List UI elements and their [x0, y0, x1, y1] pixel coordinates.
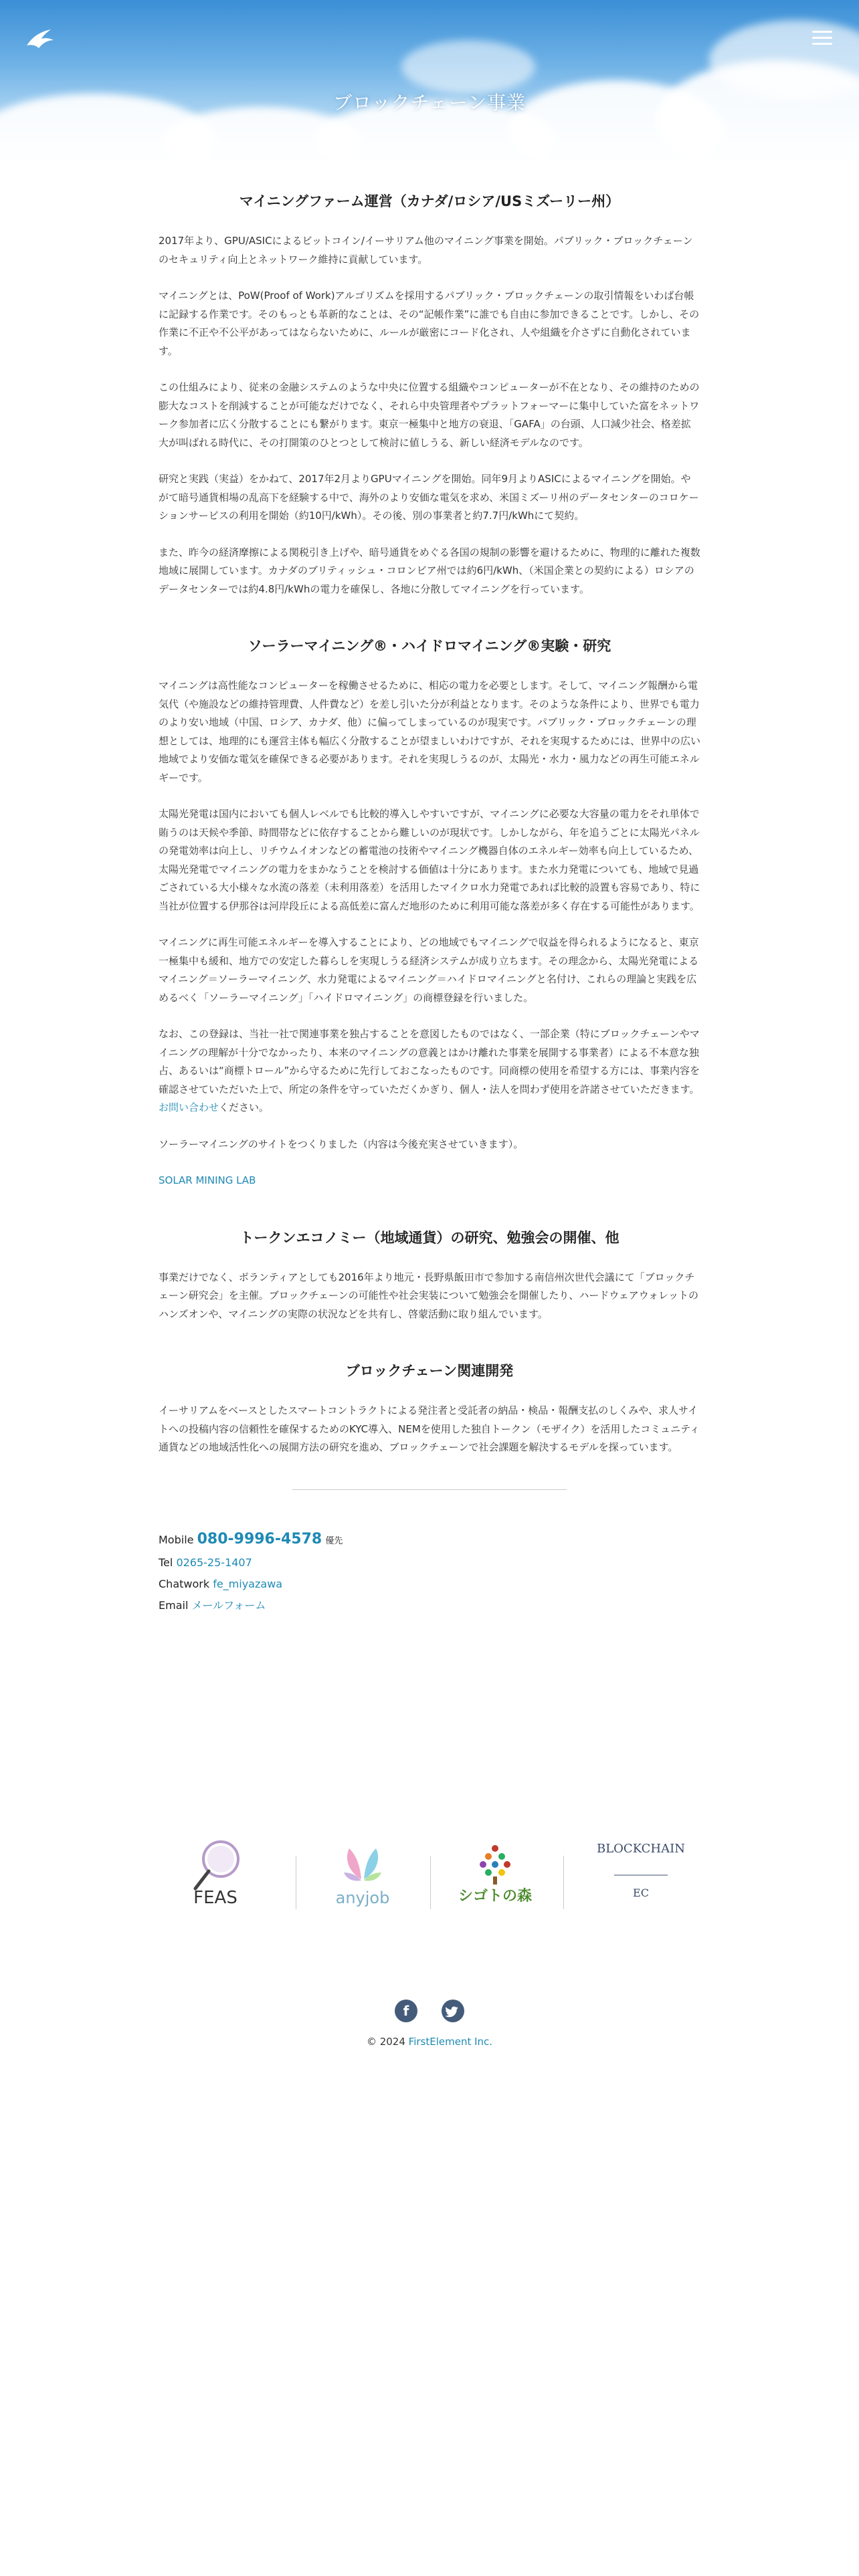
- mail-form-link[interactable]: メールフォーム: [191, 1598, 266, 1612]
- mobile-line: [159, 1529, 700, 1552]
- mobile-number-link[interactable]: 080-9996-4578: [197, 1530, 322, 1547]
- section-heading: ソーラーマイニング®・ハイドロマイニング®実験・研究: [248, 638, 611, 654]
- partner-shigoto-no-mori[interactable]: [435, 1832, 555, 1919]
- divider: [292, 1489, 567, 1490]
- contact-inline-link[interactable]: お問い合わせ: [159, 1101, 219, 1113]
- section-mining-farm: [159, 191, 700, 599]
- partner-name: anyjob: [335, 1889, 390, 1907]
- tel-line: [159, 1552, 700, 1574]
- facebook-icon[interactable]: f: [395, 2000, 417, 2022]
- paragraph: 2017年より、GPU/ASICによるビットコイン/イーサリアム他のマイニング事業を開始。パブリック・ブロックチェーンのセキュリティ向上とネットワーク維持に貢献しています。: [159, 235, 693, 265]
- company-link[interactable]: FirstElement Inc.: [408, 2036, 493, 2048]
- twitter-bird-glyph: [442, 2000, 464, 2022]
- chatwork-label: Chatwork: [159, 1577, 210, 1590]
- hamburger-menu-icon[interactable]: [812, 31, 832, 45]
- hero-banner: [0, 0, 859, 160]
- paragraph: この仕組みにより、従来の金融システムのような中央に位置する組織やコンピューターが不在となり、その維持のための膨大なコストを削減することが可能なだけでなく、それら中央管理者やプラットフォーマーに集中していた富をネットワーク参加者に広く分散することにも繋がります。東京一極集中と地方の衰退、「GAFA」の台頭、人口減少社会、格差拡大が叫ばれる時代に、その打開策のひとつとして検討に値しうる、新しい経済モデルなのです。: [159, 381, 700, 449]
- copyright: [0, 2036, 859, 2048]
- partner-name: FEAS: [193, 1888, 237, 1908]
- section-token-economy: [159, 1227, 700, 1324]
- section-heading: トークンエコノミー（地域通貨）の研究、勉強会の開催、他: [240, 1229, 619, 1246]
- paragraph: 研究と実践（実益）をかねて、2017年2月よりGPUマイニングを開始。同年9月よりASICによるマイニングを開始。やがて暗号通貨相場の乱高下を経験する中で、海外のより安価な電気を求め、米国ミズーリ州のデータセンターのコロケーションサービスの利用を開始（約10円/kWh）。その後、別の事業者と約7.7円/kWhにて契約。: [159, 473, 699, 522]
- section-solar-hydro-mining: [159, 635, 700, 1190]
- anyjob-logo-icon: [302, 1832, 423, 1919]
- feas-logo-icon: [154, 1832, 274, 1919]
- partner-logos: [154, 1832, 705, 1933]
- partner-sub: EC: [633, 1887, 649, 1899]
- page-title: ブロックチェーン事業: [332, 92, 527, 114]
- paragraph-text-suffix: ください。: [219, 1101, 270, 1113]
- paragraph: 太陽光発電は国内においても個人レベルでも比較的導入しやすいですが、マイニングに必要な大容量の電力をそれ単体で賄うのは天候や季節、時間帯などに依存することから難しいのが現状です。しかしながら、年を追うごとに太陽光パネルの発電効率は向上し、リチウムイオンなどの蓄電池の技術やマイニング機器自体のエネルギー効率も向上しているため、太陽光発電でマイニングの電力をまかなうことを検討する価値は十分にあります。また水力発電についても、地域で見過ごされている大小様々な水流の落差（未利用落差）を活用したマイクロ水力発電であれば比較的設置も容易であり、特に当社が位置する伊那谷は河岸段丘による高低差に富んだ地形のために利用可能な落差が多く存在する可能性があります。: [159, 808, 700, 912]
- tel-number-link[interactable]: 0265-25-1407: [176, 1555, 252, 1569]
- paragraph: [159, 1172, 700, 1190]
- copyright-prefix: © 2024: [366, 2036, 405, 2048]
- email-line: [159, 1595, 700, 1616]
- partner-feas[interactable]: [154, 1832, 274, 1919]
- partner-name: シゴトの森: [458, 1888, 533, 1905]
- paragraph: また、昨今の経済摩擦による関税引き上げや、暗号通貨をめぐる各国の規制の影響を避けるために、物理的に離れた複数地域に展開しています。カナダのブリティッシュ・コロンビア州では約6円/kWh、（米国企業との契約による）ロシアのデータセンターでは約4.8円/kWhの電力を確保し、各地に分散してマイニングを行っています。: [159, 546, 700, 595]
- section-blockchain-dev: [159, 1360, 700, 1457]
- paragraph: ソーラーマイニングのサイトをつくりました（内容は今後充実させていきます）。: [159, 1138, 524, 1150]
- wave-bird-logo-icon[interactable]: [25, 25, 55, 52]
- paragraph: イーサリアムをベースとしたスマートコントラクトによる発注者と受託者の納品・検品・報酬支払のしくみや、求人サイトへの投稿内容の信頼性を確保するためのKYC導入、NEMを使用した独自トークン（モザイク）を活用したコミュニティ通貨などの地域活性化への展開方法の研究を進め、ブロックチェーンで社会課題を解決するモデルを探っています。: [159, 1404, 700, 1453]
- paragraph: 事業だけでなく、ボランティアとしても2016年より地元・長野県飯田市で参加する南信州次世代会議にて「ブロックチェーン研究会」を主催。ブロックチェーンの可能性や社会実装について勉強会を開催したり、ハードウェアウォレットのハンズオンや、マイニングの実際の状況などを共有し、啓蒙活動に取り組んでいます。: [159, 1271, 699, 1320]
- chatwork-link[interactable]: fe_miyazawa: [213, 1577, 283, 1590]
- paragraph: マイニングとは、PoW(Proof of Work)アルゴリズムを採用するパブリック・ブロックチェーンの取引情報をいわば台帳に記録する作業です。そのもっとも革新的なことは、その“記帳作業”に誰でも自由に参加できることです。しかし、その作業に不正や不公平があってはならないために、ルールが厳密にコード化され、人や組織を介さずに自動化されています。: [159, 290, 700, 357]
- paragraph-text: なお、この登録は、当社一社で関連事業を独占することを意図したものではなく、一部企業（特にブロックチェーンやマイニングの理解が十分でなかったり、本来のマイニングの意義とはかけ離れた事業を展開する事業者）による不本意な独占、あるいは“商標トロール”から守るために先行しておこなったものです。同商標の使用を希望する方には、事業内容を確認させていただいた上で、所定の条件を守っていただくかぎり、個人・法人を問わず使用を許諾させていただきます。: [159, 1028, 700, 1095]
- divider: [430, 1856, 431, 1909]
- divider: [563, 1856, 564, 1909]
- partner-name: BLOCKCHAIN: [596, 1842, 686, 1856]
- section-heading: ブロックチェーン関連開発: [345, 1363, 514, 1379]
- partner-anyjob[interactable]: [302, 1832, 423, 1919]
- solar-mining-lab-link[interactable]: SOLAR MINING LAB: [159, 1174, 256, 1186]
- blockchain-ec-logo-icon: [577, 1832, 705, 1919]
- twitter-icon[interactable]: [442, 2000, 464, 2022]
- chatwork-line: [159, 1574, 700, 1595]
- mobile-note: 優先: [325, 1535, 343, 1546]
- paragraph: マイニングは高性能なコンピューターを稼働させるために、相応の電力を必要とします。そして、マイニング報酬から電気代（や施設などの維持管理費、人件費など）を差し引いた分が利益となります。そのような条件により、世界でも電力のより安い地域（中国、ロシア、カナダ、他）に偏ってしまっているのが現実です。パブリック・ブロックチェーンの理想としては、地理的にも運営主体も幅広く分散することが望ましいわけですが、それを実現するためには、世界中の広い地域でより安価な電気を確保できる必要があります。それを実現しうるのが、太陽光・水力・風力などの再生可能エネルギーです。: [159, 679, 701, 784]
- tel-label: Tel: [159, 1555, 173, 1569]
- contact-block: [159, 1529, 700, 1616]
- shigoto-no-mori-logo-icon: [435, 1832, 555, 1919]
- mobile-label: Mobile: [159, 1533, 194, 1546]
- main-content: [159, 154, 700, 1616]
- partner-blockchain-ec[interactable]: [577, 1832, 705, 1919]
- paragraph: マイニングに再生可能エネルギーを導入することにより、どの地域でもマイニングで収益を得られるようになると、東京一極集中も緩和、地方での安定した暮らしを実現しうる経済システムが成り立ちます。その理念から、太陽光発電によるマイニング＝ソーラーマイニング、水力発電によるマイニング＝ハイドロマイニングと名付け、これらの理論と実践を広めるべく「ソーラーマイニング」「ハイドロマイニング」の商標登録を行いました。: [159, 936, 699, 1004]
- section-heading: マイニングファーム運営（カナダ/ロシア/USミズーリー州）: [239, 193, 620, 209]
- email-label: Email: [159, 1598, 189, 1612]
- paragraph: [159, 1025, 700, 1117]
